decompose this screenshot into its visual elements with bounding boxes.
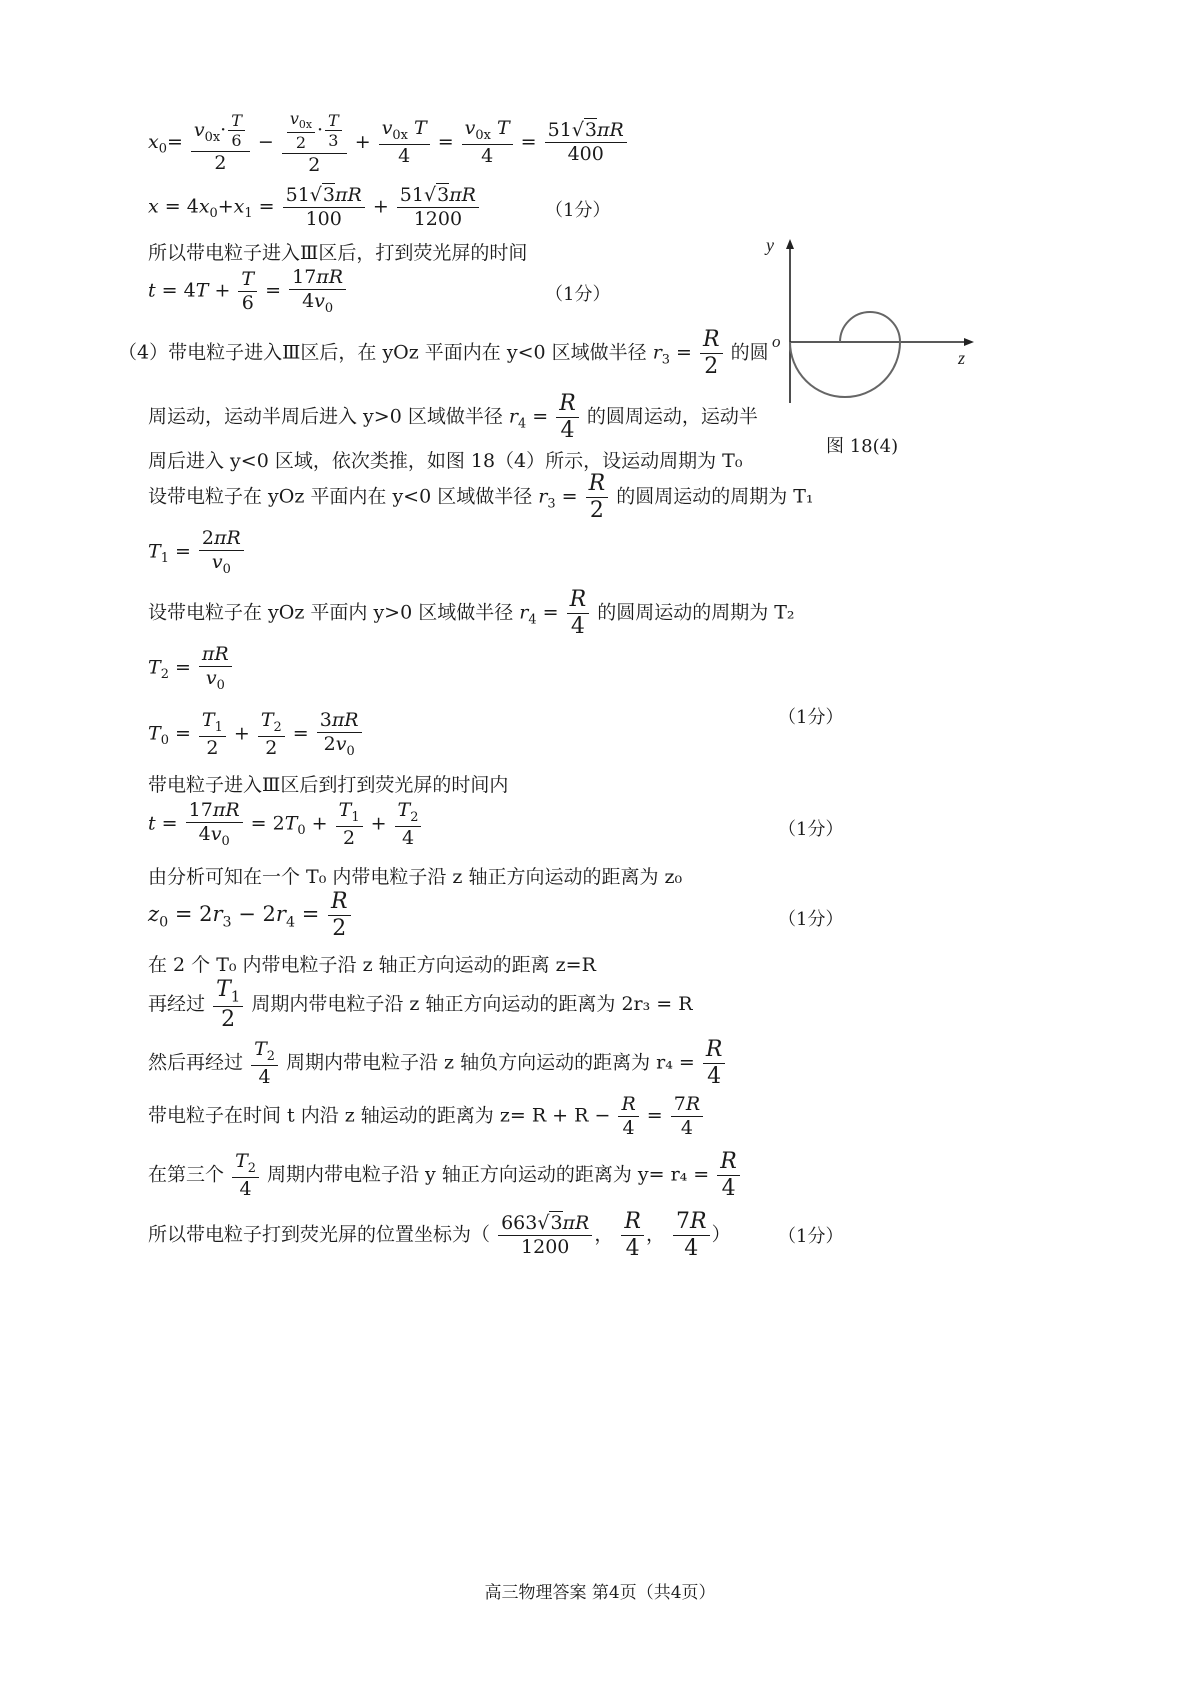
period2-text-a: 设带电粒子在 yOz 平面内 y>0 区域做半径	[148, 601, 514, 624]
third-text-a: 在第三个	[148, 1163, 225, 1186]
third-line: 在第三个 $\frac{T_2}{4}$ 周期内带电粒子沿 y 轴正方向运动的距离为 y= r₄ = $\frac{R}{4}$	[148, 1150, 742, 1201]
two-periods-text: 在 2 个 T₀ 内带电粒子沿 z 轴正方向运动的距离 z=R	[148, 954, 596, 976]
score-mark: （1分）	[778, 1226, 844, 1247]
third-text-b: 周期内带电粒子沿 y 轴正方向运动的距离为 y= r₄ =	[267, 1163, 710, 1186]
axis-label-z: z	[958, 348, 966, 368]
score-mark: （1分）	[778, 819, 844, 840]
score-mark: （1分）	[778, 909, 844, 930]
analysis-text: 由分析可知在一个 T₀ 内带电粒子沿 z 轴正方向运动的距离为 z₀	[148, 866, 683, 888]
part4-line1-b: 的圆	[730, 341, 769, 364]
part4-line1-a: （4）带电粒子进入Ⅲ区后，在 yOz 平面内在 y<0 区域做半径	[118, 341, 647, 364]
time-text: 带电粒子进入Ⅲ区后到打到荧光屏的时间内	[148, 774, 509, 796]
trajectory-upper-arc	[840, 312, 900, 342]
intro-text: 所以带电粒子进入Ⅲ区后，打到荧光屏的时间	[148, 242, 528, 264]
quarter-t2-line: 然后再经过 $\frac{T_2}{4}$ 周期内带电粒子沿 z 轴负方向运动的距离为 r₄ = $\frac{R}{4}$	[148, 1038, 727, 1089]
trajectory-figure	[760, 235, 980, 415]
part4-line2: 周运动，运动半周后进入 y>0 区域做半径 $r_4$ = $\frac{R}{4}$ 的圆周运动，运动半	[148, 391, 758, 444]
trajectory-lower-arc	[790, 342, 900, 397]
part4-line1: （4）带电粒子进入Ⅲ区后，在 yOz 平面内在 y<0 区域做半径 $r_3$ = $\frac{R}{2}$ 的圆	[118, 327, 769, 380]
quarter-t2-text-b: 周期内带电粒子沿 z 轴负方向运动的距离为 r₄ =	[286, 1051, 695, 1074]
score-mark: （1分）	[545, 200, 611, 221]
page-footer: 高三物理答案 第4页（共4页）	[484, 1583, 716, 1603]
period2-line: 设带电粒子在 yOz 平面内 y>0 区域做半径 $r_4$ = $\frac{R}{4}$ 的圆周运动的周期为 T₂	[148, 587, 795, 640]
figure-caption: 图 18(4)	[826, 436, 899, 457]
period2-text-b: 的圆周运动的周期为 T₂	[597, 601, 795, 624]
axis-label-y: y	[766, 235, 774, 255]
eq-T0: $T_0$ = $\frac{T_1}{2}$ + $\frac{T_2}{2}$ = $\frac{3\pi R}{2v_0}$	[148, 710, 364, 759]
eq-x-total: $x = 4x_0+x_1$ = $\frac{51√3\pi R}{100}$ + $\frac{51√3\pi R}{1200}$	[148, 185, 481, 230]
eq-T2: $T_2$ = $\frac{\pi R}{v_0}$	[148, 644, 234, 693]
part4-line3: 周后进入 y<0 区域，依次类推，如图 18（4）所示，设运动周期为 T₀	[148, 450, 743, 472]
eq-x0: $x_0=$ $v_{0x}\cdot$ $\frac{T}{6}$ 2 − $\frac{v_{0x}}{2}$ · $\frac{T}{3}$ 2 + $\frac{v_{0x} T}{4}$ = $\frac{v_{0x} T}{4}$ = $\frac{51√3\pi R}{400}$	[148, 110, 629, 176]
half-t1-line: 再经过 $\frac{T_1}{2}$ 周期内带电粒子沿 z 轴正方向运动的距离为 2r₃ = R	[148, 977, 693, 1032]
eq-T1: $T_1$ = $\frac{2\pi R}{v_0}$	[148, 528, 246, 577]
period1-text-b: 的圆周运动的周期为 T₁	[616, 485, 814, 508]
eq-z0: $z_0 = 2r_3 - 2r_4$ = $\frac{R}{2}$	[148, 890, 353, 941]
z-axis-arrow	[964, 338, 974, 346]
eq-t-total: t = $\frac{17\pi R}{4v_0}$ = $2T_0$ + $\frac{T_1}{2}$ + $\frac{T_2}{4}$	[148, 800, 423, 849]
half-t1-text-b: 周期内带电粒子沿 z 轴正方向运动的距离为 2r₃ = R	[251, 993, 693, 1015]
final-text: 所以带电粒子打到荧光屏的位置坐标为（	[148, 1223, 491, 1246]
origin-label: o	[772, 332, 781, 351]
total-z-text: 带电粒子在时间 t 内沿 z 轴运动的距离为 z= R + R −	[148, 1104, 611, 1127]
eq-t-region3: t = 4T + $\frac{T}{6}$ = $\frac{17\pi R}{4v_0}$	[148, 267, 348, 316]
score-mark: （1分）	[778, 707, 844, 728]
total-z-line: 带电粒子在时间 t 内沿 z 轴运动的距离为 z= R + R − $\frac{R}{4}$ = $\frac{7R}{4}$	[148, 1094, 705, 1139]
period1-text-a: 设带电粒子在 yOz 平面内在 y<0 区域做半径	[148, 485, 533, 508]
final-line: 所以带电粒子打到荧光屏的位置坐标为（ $\frac{663√3\pi R}{1200}$ ， $\frac{R}{4}$ ， $\frac{7R}{4}$ ）	[148, 1209, 731, 1262]
y-axis-arrow	[786, 239, 794, 249]
part4-line2-b: 的圆周运动，运动半	[586, 405, 758, 428]
score-mark: （1分）	[545, 284, 611, 305]
period1-line: 设带电粒子在 yOz 平面内在 y<0 区域做半径 $r_3$ = $\frac{R}{2}$ 的圆周运动的周期为 T₁	[148, 471, 814, 524]
quarter-t2-text-a: 然后再经过	[148, 1051, 244, 1074]
part4-line2-a: 周运动，运动半周后进入 y>0 区域做半径	[148, 405, 503, 428]
half-t1-text-a: 再经过	[148, 993, 206, 1015]
